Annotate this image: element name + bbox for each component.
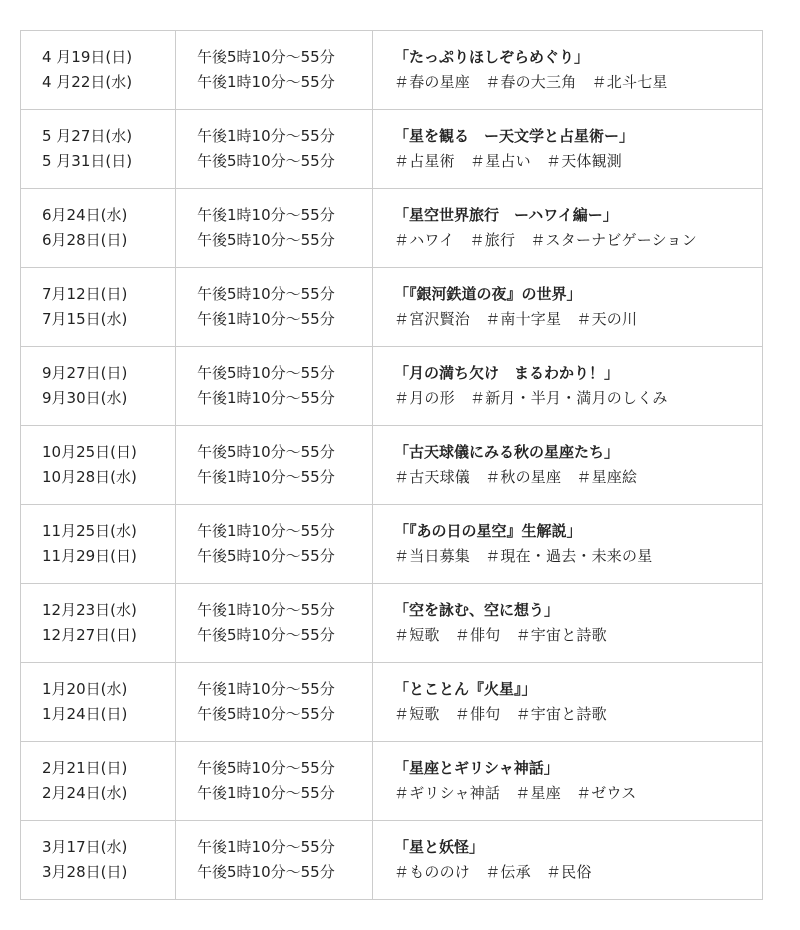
program-title: 「たっぷりほしぞらめぐり」: [394, 48, 590, 66]
program-tags: ＃もののけ ＃伝承 ＃民俗: [394, 863, 592, 881]
program-title: 「『あの日の星空』生解説」: [394, 522, 582, 540]
date-first: 6月24日(水): [42, 206, 128, 224]
time-cell: [176, 268, 373, 347]
program-tags: ＃宮沢賢治 ＃南十字星 ＃天の川: [394, 310, 638, 328]
time-first: 午後1時10分〜55分: [197, 522, 335, 540]
time-cell: [176, 821, 373, 900]
date-second: 1月24日(日): [42, 705, 128, 723]
table-row: [21, 426, 763, 505]
time-second: 午後5時10分〜55分: [197, 863, 335, 881]
program-cell: [373, 268, 763, 347]
program-tags: ＃月の形 ＃新月・半月・満月のしくみ: [394, 389, 668, 407]
program-tags: ＃春の星座 ＃春の大三角 ＃北斗七星: [394, 73, 668, 91]
table-row: [21, 347, 763, 426]
date-first: 12月23日(水): [42, 601, 137, 619]
schedule-table: [20, 30, 763, 900]
date-second: 11月29日(日): [42, 547, 137, 565]
date-first: 7月12日(日): [42, 285, 128, 303]
date-cell: [21, 189, 176, 268]
date-cell: [21, 268, 176, 347]
time-first: 午後5時10分〜55分: [197, 285, 335, 303]
date-first: 5 月27日(水): [42, 127, 133, 145]
time-first: 午後1時10分〜55分: [197, 680, 335, 698]
time-cell: [176, 347, 373, 426]
program-cell: [373, 584, 763, 663]
program-tags: ＃当日募集 ＃現在・過去・未来の星: [394, 547, 653, 565]
table-row: [21, 31, 763, 110]
table-row: [21, 584, 763, 663]
date-second: 9月30日(水): [42, 389, 128, 407]
time-second: 午後5時10分〜55分: [197, 152, 335, 170]
program-title: 「古天球儀にみる秋の星座たち」: [394, 443, 620, 461]
time-first: 午後5時10分〜55分: [197, 364, 335, 382]
time-second: 午後1時10分〜55分: [197, 784, 335, 802]
time-second: 午後1時10分〜55分: [197, 310, 335, 328]
program-tags: ＃短歌 ＃俳句 ＃宇宙と詩歌: [394, 705, 607, 723]
time-first: 午後1時10分〜55分: [197, 127, 335, 145]
date-first: 4 月19日(日): [42, 48, 133, 66]
date-second: 12月27日(日): [42, 626, 137, 644]
time-cell: [176, 189, 373, 268]
program-title: 「とことん『火星』」: [394, 680, 537, 698]
date-first: 11月25日(水): [42, 522, 137, 540]
program-cell: [373, 189, 763, 268]
time-cell: [176, 742, 373, 821]
date-cell: [21, 821, 176, 900]
date-first: 3月17日(水): [42, 838, 128, 856]
table-row: [21, 189, 763, 268]
table-row: [21, 821, 763, 900]
time-cell: [176, 505, 373, 584]
date-cell: [21, 347, 176, 426]
time-second: 午後5時10分〜55分: [197, 231, 335, 249]
program-cell: [373, 663, 763, 742]
program-cell: [373, 742, 763, 821]
date-second: 10月28日(水): [42, 468, 137, 486]
date-cell: [21, 663, 176, 742]
program-cell: [373, 347, 763, 426]
date-second: 2月24日(水): [42, 784, 128, 802]
date-second: 7月15日(水): [42, 310, 128, 328]
program-title: 「星と妖怪」: [394, 838, 485, 856]
table-row: [21, 663, 763, 742]
program-cell: [373, 505, 763, 584]
table-row: [21, 505, 763, 584]
program-title: 「星空世界旅行 ーハワイ編ー」: [394, 206, 618, 224]
time-second: 午後5時10分〜55分: [197, 705, 335, 723]
date-first: 9月27日(日): [42, 364, 128, 382]
time-second: 午後1時10分〜55分: [197, 468, 335, 486]
time-cell: [176, 426, 373, 505]
time-first: 午後1時10分〜55分: [197, 206, 335, 224]
program-cell: [373, 821, 763, 900]
time-second: 午後5時10分〜55分: [197, 547, 335, 565]
date-cell: [21, 31, 176, 110]
date-second: 3月28日(日): [42, 863, 128, 881]
time-first: 午後1時10分〜55分: [197, 601, 335, 619]
date-first: 1月20日(水): [42, 680, 128, 698]
date-cell: [21, 426, 176, 505]
time-first: 午後5時10分〜55分: [197, 759, 335, 777]
date-cell: [21, 505, 176, 584]
date-second: 6月28日(日): [42, 231, 128, 249]
program-tags: ＃短歌 ＃俳句 ＃宇宙と詩歌: [394, 626, 607, 644]
time-second: 午後5時10分〜55分: [197, 626, 335, 644]
program-title: 「空を詠む、空に想う」: [394, 601, 560, 619]
time-second: 午後1時10分〜55分: [197, 389, 335, 407]
time-second: 午後1時10分〜55分: [197, 73, 335, 91]
date-cell: [21, 742, 176, 821]
program-title: 「『銀河鉄道の夜』の世界」: [394, 285, 582, 303]
date-cell: [21, 584, 176, 663]
time-first: 午後5時10分〜55分: [197, 48, 335, 66]
program-cell: [373, 110, 763, 189]
time-cell: [176, 110, 373, 189]
date-first: 10月25日(日): [42, 443, 137, 461]
program-tags: ＃ハワイ ＃旅行 ＃スターナビゲーション: [394, 231, 697, 249]
table-row: [21, 268, 763, 347]
time-cell: [176, 663, 373, 742]
time-cell: [176, 31, 373, 110]
program-cell: [373, 426, 763, 505]
program-title: 「星を観る ー天文学と占星術ー」: [394, 127, 635, 145]
date-cell: [21, 110, 176, 189]
program-title: 「星座とギリシャ神話」: [394, 759, 559, 777]
program-tags: ＃占星術 ＃星占い ＃天体観測: [394, 152, 623, 170]
program-title: 「月の満ち欠け まるわかり！」: [394, 364, 620, 382]
program-tags: ＃ギリシャ神話 ＃星座 ＃ゼウス: [394, 784, 637, 802]
time-first: 午後1時10分〜55分: [197, 838, 335, 856]
table-row: [21, 742, 763, 821]
date-first: 2月21日(日): [42, 759, 128, 777]
date-second: 5 月31日(日): [42, 152, 133, 170]
time-first: 午後5時10分〜55分: [197, 443, 335, 461]
table-row: [21, 110, 763, 189]
date-second: 4 月22日(水): [42, 73, 133, 91]
time-cell: [176, 584, 373, 663]
program-tags: ＃古天球儀 ＃秋の星座 ＃星座絵: [394, 468, 638, 486]
program-cell: [373, 31, 763, 110]
schedule-body: [21, 31, 763, 900]
